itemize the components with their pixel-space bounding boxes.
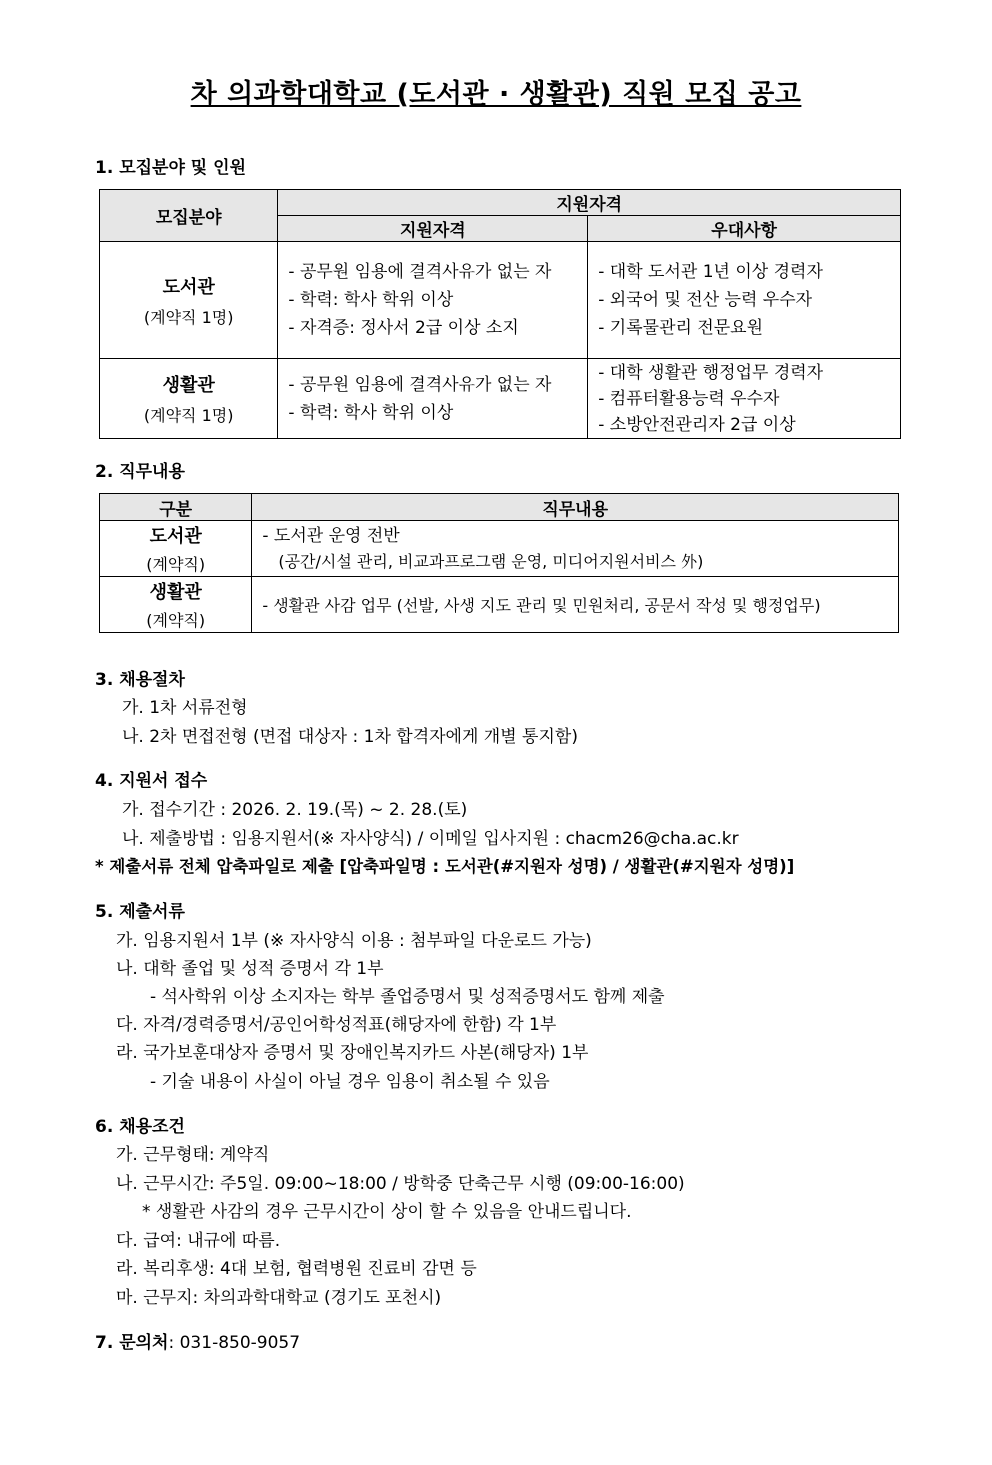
pref-item: - 기록물관리 전문요원 [598, 318, 764, 338]
table-row [100, 242, 901, 359]
list-item: 나. 2차 면접전형 (면접 대상자 : 1차 합격자에게 개별 통지함) [122, 727, 578, 747]
th-preference: 우대사항 [588, 216, 901, 242]
contact-phone: : 031-850-9057 [168, 1333, 301, 1353]
th-qualification: 지원자격 [278, 216, 588, 242]
th-category: 구분 [100, 494, 252, 521]
list-item: 나. 근무시간: 주5일. 09:00~18:00 / 방학중 단축근무 시행 (09:00-16:00) [116, 1174, 685, 1194]
section-3-heading: 3. 채용절차 [95, 670, 185, 690]
qual-item: - 학력: 학사 학위 이상 [288, 290, 454, 310]
qual-item: - 공무원 임용에 결격사유가 없는 자 [288, 374, 552, 395]
list-item: 다. 자격/경력증명서/공인어학성적표(해당자에 한함) 각 1부 [116, 1015, 557, 1035]
qual-item: - 공무원 임용에 결격사유가 없는 자 [288, 262, 552, 282]
list-item: 가. 임용지원서 1부 (※ 자사양식 이용 : 첨부파일 다운로드 가능) [116, 931, 592, 951]
duty-text: - 도서관 운영 전반 [262, 525, 400, 546]
list-item: 가. 근무형태: 계약직 [116, 1145, 270, 1165]
duty-row-name: 도서관 [149, 526, 202, 547]
duty-text: - 생활관 사감 업무 (선발, 사생 지도 관리 및 민원처리, 공문서 작성 및 행정업무) [262, 596, 821, 615]
list-subitem: - 기술 내용이 사실이 아닐 경우 임용이 취소될 수 있음 [150, 1072, 550, 1092]
list-subitem: - 석사학위 이상 소지자는 학부 졸업증명서 및 성적증명서도 함께 제출 [150, 987, 665, 1007]
list-item: 나. 대학 졸업 및 성적 증명서 각 1부 [116, 959, 384, 979]
contact-line [95, 1328, 300, 1353]
list-item: 마. 근무지: 차의과학대학교 (경기도 포천시) [116, 1288, 442, 1308]
section-2-heading: 2. 직무내용 [95, 462, 185, 482]
list-item: 나. 제출방법 : 임용지원서(※ 자사양식) / 이메일 입사지원 : chacm26@cha.ac.kr [122, 829, 739, 849]
submission-note: * 제출서류 전체 압축파일로 제출 [압축파일명 : 도서관(#지원자 성명) / 생활관(#지원자 성명)] [95, 857, 795, 876]
qual-item: - 자격증: 정사서 2급 이상 소지 [288, 318, 519, 338]
table-row [100, 577, 899, 633]
list-item: 라. 국가보훈대상자 증명서 및 장애인복지카드 사본(해당자) 1부 [116, 1043, 589, 1063]
th-qualification-group: 지원자격 [278, 190, 901, 216]
section-5-heading: 5. 제출서류 [95, 902, 185, 922]
row-field-name: 도서관 [162, 276, 215, 298]
list-subitem: * 생활관 사감의 경우 근무시간이 상이 할 수 있음을 안내드립니다. [142, 1202, 632, 1222]
duty-row-type: (계약직) [146, 555, 206, 574]
pref-item: - 소방안전관리자 2급 이상 [598, 414, 796, 435]
list-item: 가. 접수기간 : 2026. 2. 19.(목) ~ 2. 28.(토) [122, 800, 468, 820]
row-field-name: 생활관 [162, 375, 215, 396]
recruitment-table [99, 189, 901, 439]
page-title: 차 의과학대학교 (도서관 · 생활관) 직원 모집 공고 [190, 79, 802, 110]
pref-item: - 외국어 및 전산 능력 우수자 [598, 290, 813, 310]
th-duty: 직무내용 [252, 494, 899, 521]
pref-item: - 컴퓨터활용능력 우수자 [598, 388, 780, 409]
section-1-heading: 1. 모집분야 및 인원 [95, 158, 246, 178]
duty-table [99, 493, 899, 633]
row-field-count: (계약직 1명) [143, 307, 234, 327]
list-item: 가. 1차 서류전형 [122, 698, 248, 718]
pref-item: - 대학 도서관 1년 이상 경력자 [598, 262, 823, 282]
qual-item: - 학력: 학사 학위 이상 [288, 402, 454, 423]
th-field: 모집분야 [100, 190, 278, 242]
pref-item: - 대학 생활관 행정업무 경력자 [598, 362, 824, 383]
table-row [100, 521, 899, 577]
list-item: 라. 복리후생: 4대 보험, 협력병원 진료비 감면 등 [116, 1259, 477, 1279]
section-7-heading: 7. 문의처 [95, 1333, 169, 1353]
duty-text-detail: (공간/시설 관리, 비교과프로그램 운영, 미디어지원서비스 外) [278, 551, 704, 571]
section-6-heading: 6. 채용조건 [95, 1117, 185, 1137]
list-item: 다. 급여: 내규에 따름. [116, 1231, 281, 1251]
section-4-heading: 4. 지원서 접수 [95, 771, 208, 791]
row-field-count: (계약직 1명) [143, 406, 234, 425]
table-row [100, 359, 901, 439]
duty-row-type: (계약직) [146, 611, 206, 630]
duty-row-name: 생활관 [149, 582, 202, 603]
